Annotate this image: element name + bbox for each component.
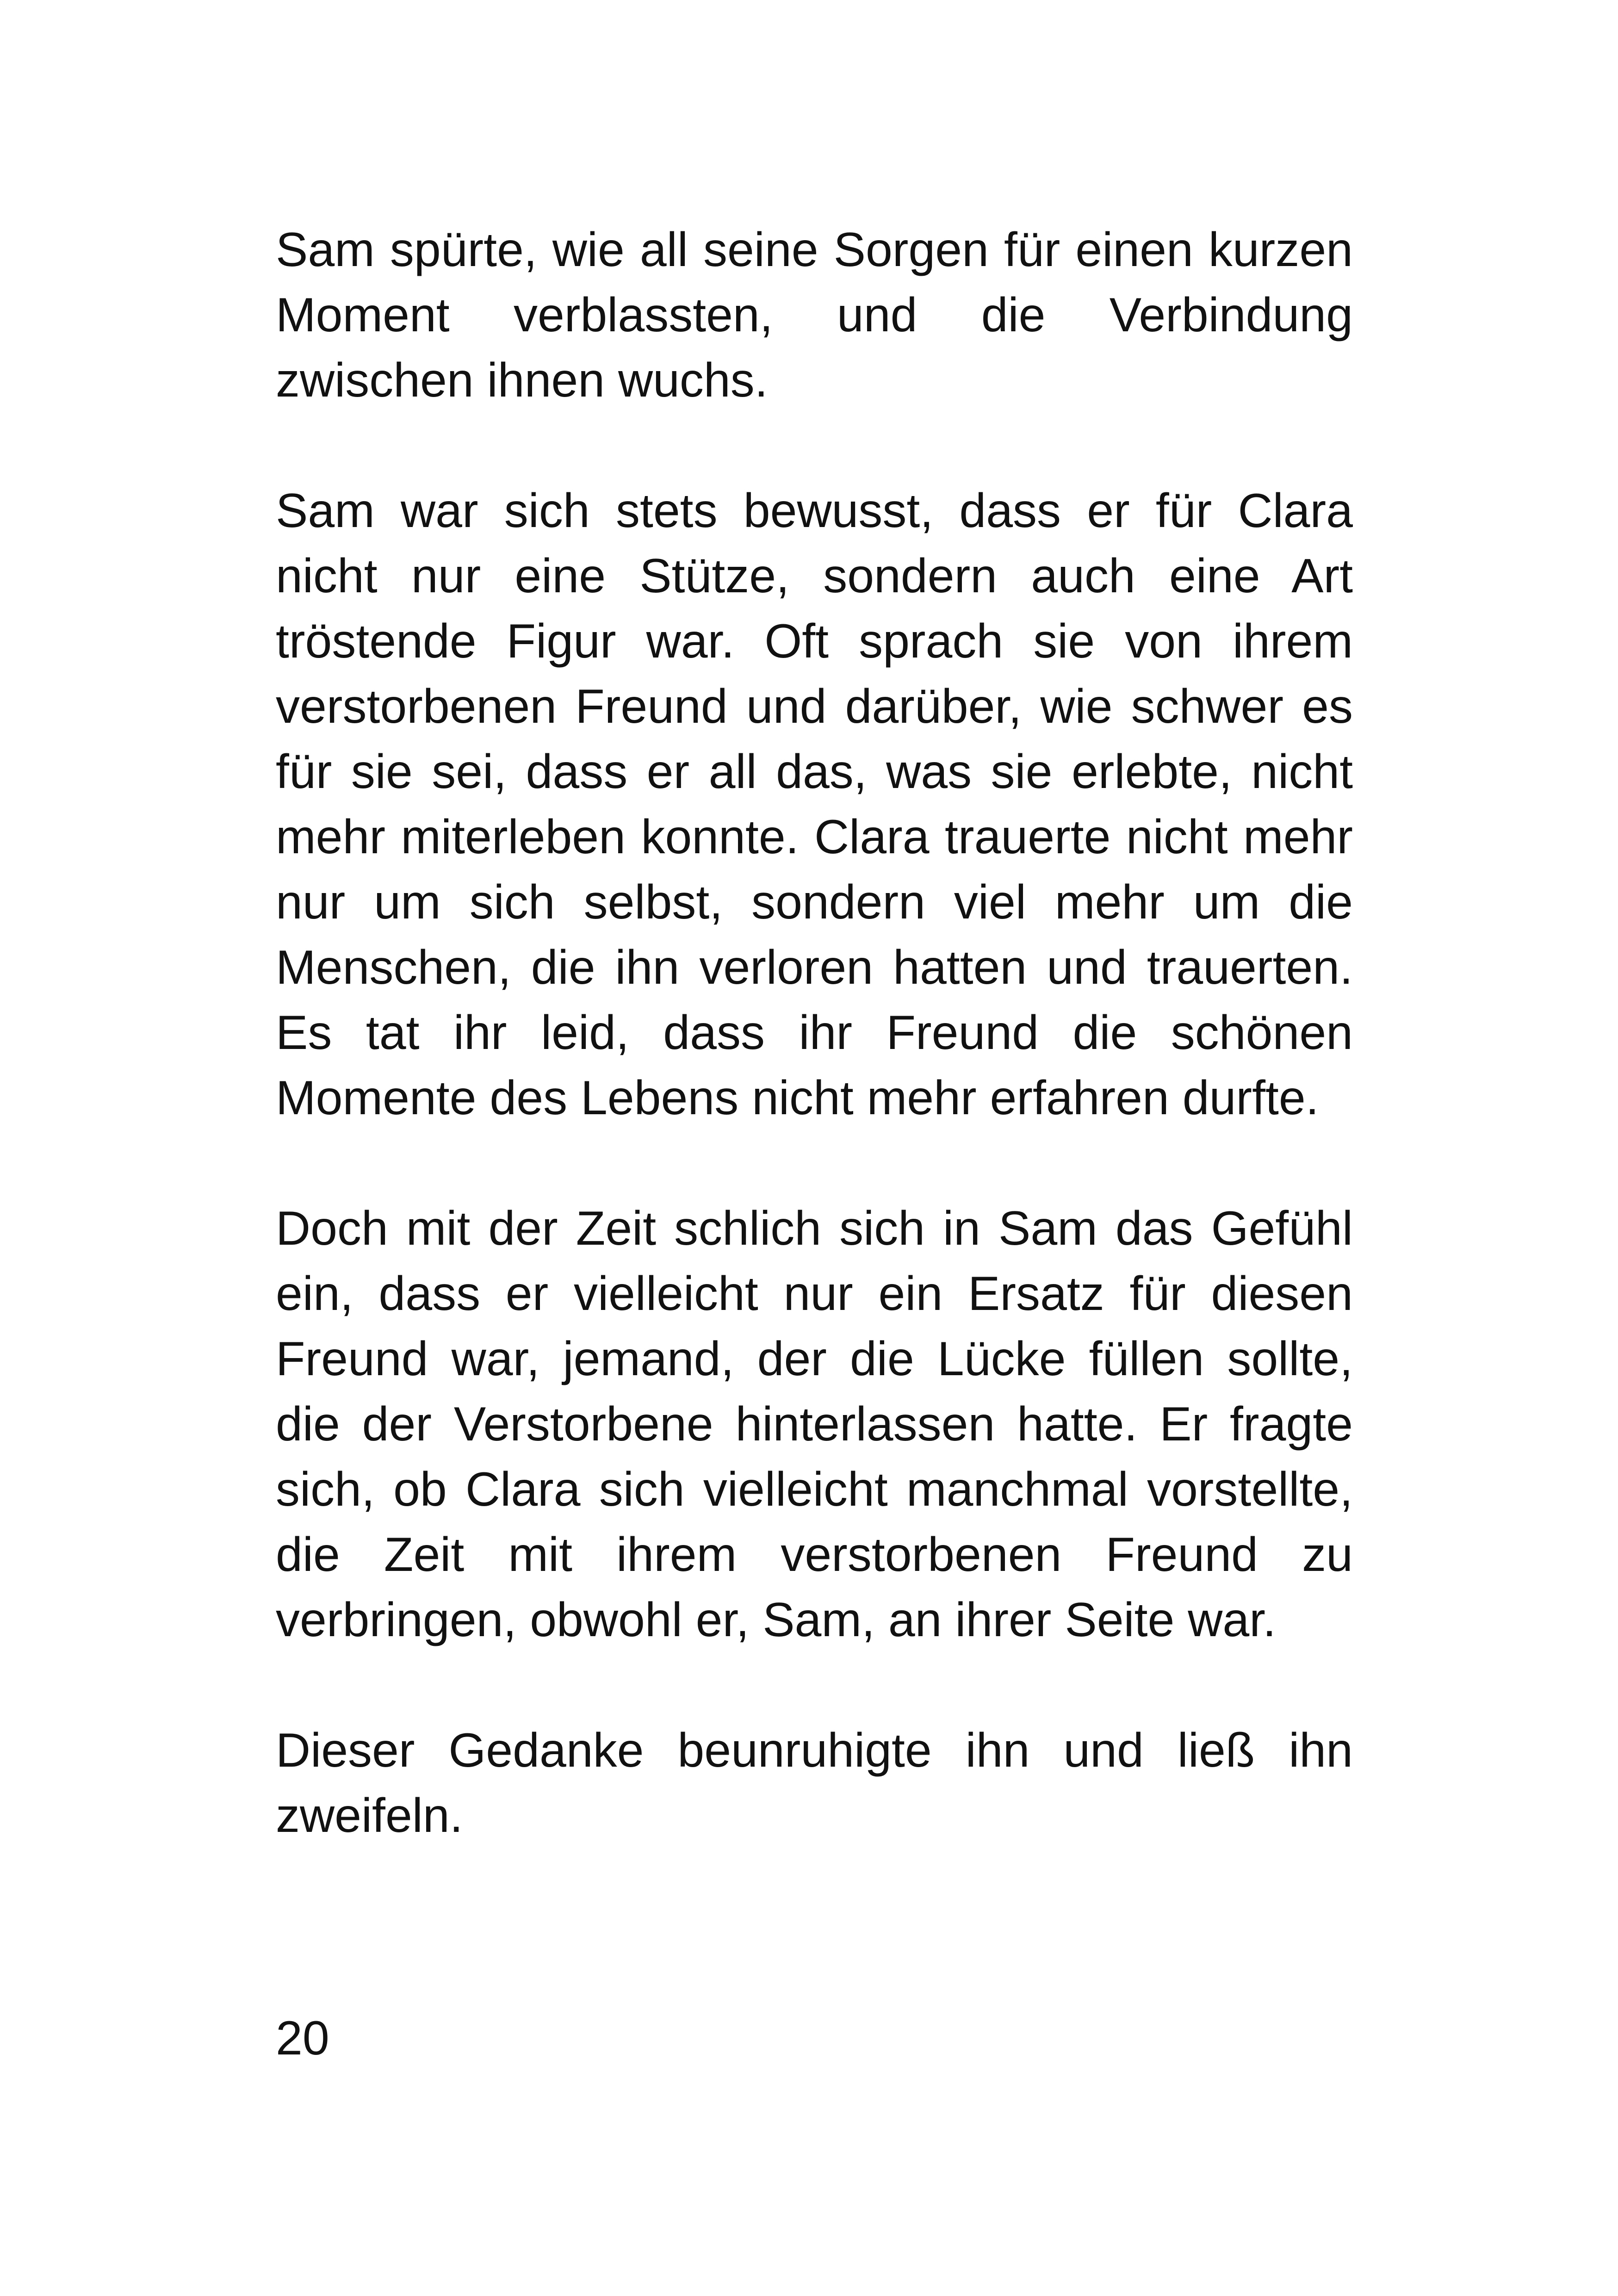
paragraph-4: Dieser Gedanke beunruhigte ihn und ließ ihn zweifeln.	[276, 1724, 1353, 1843]
text-column	[276, 217, 1353, 1849]
paragraph-1: Sam spürte, wie all seine Sorgen für einen kurzen Moment verblassten, und die Verbindung zwischen ihnen wuchs.	[276, 223, 1353, 407]
paragraph-3: Doch mit der Zeit schlich sich in Sam das Gefühl ein, dass er vielleicht nur ein Ersatz für diesen Freund war, jemand, der die Lücke füllen sollte, die der Verstorbene hinterlassen hatte. Er fragte sich, ob Clara sich vielleicht manchmal vorstellte, die Zeit mit ihrem verstorbenen Freund zu verbringen, obwohl er, Sam, an ihrer Seite war.	[276, 1202, 1353, 1647]
page-number: 20	[276, 2011, 329, 2065]
paragraph-2: Sam war sich stets bewusst, dass er für Clara nicht nur eine Stütze, sondern auch eine Art tröstende Figur war. Oft sprach sie von ihrem verstorbenen Freund und darüber, wie schwer es für sie sei, dass er all das, was sie erlebte, nicht mehr miterleben konnte. Clara trauerte nicht mehr nur um sich selbst, sondern viel mehr um die Menschen, die ihn verloren hatten und trauerten. Es tat ihr leid, dass ihr Freund die schönen Momente des Lebens nicht mehr erfahren durfte.	[276, 484, 1353, 1125]
